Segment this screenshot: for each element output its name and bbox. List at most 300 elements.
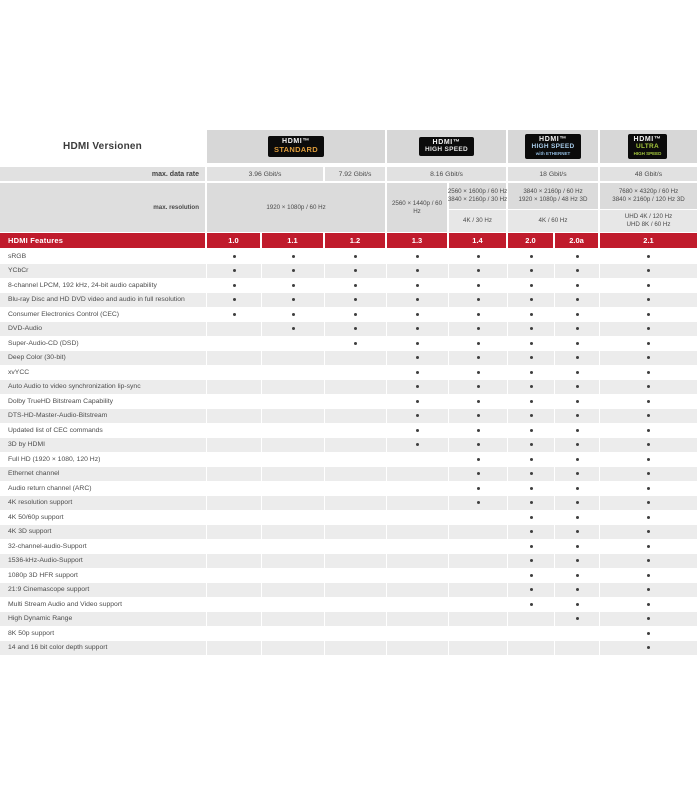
support-cell <box>387 438 449 453</box>
support-dot <box>576 356 579 359</box>
feature-label: Multi Stream Audio and Video support <box>0 597 207 612</box>
support-dot <box>576 487 579 490</box>
support-dot <box>647 400 650 403</box>
support-dot <box>530 400 533 403</box>
support-dot <box>477 255 480 258</box>
support-dot <box>477 356 480 359</box>
support-dot <box>530 269 533 272</box>
support-cell <box>600 612 697 627</box>
support-dot <box>416 255 419 258</box>
support-cell <box>508 467 555 482</box>
support-cell <box>262 467 325 482</box>
support-cell <box>508 496 555 511</box>
support-dot <box>477 269 480 272</box>
support-dot <box>576 472 579 475</box>
support-dot <box>647 487 650 490</box>
support-cell <box>449 336 508 351</box>
support-dot <box>576 458 579 461</box>
support-cell <box>600 481 697 496</box>
feature-row <box>0 394 697 409</box>
hdmi-ultra-high-speed-logo <box>628 134 668 159</box>
support-dot <box>647 574 650 577</box>
logo-slot-high-speed <box>387 130 508 163</box>
resolution-value: 1920 × 1080p / 60 Hz <box>207 183 387 232</box>
support-dot <box>477 298 480 301</box>
support-dot <box>647 617 650 620</box>
resolution-line: 3840 × 2160p / 30 Hz <box>447 196 508 203</box>
support-dot <box>233 255 236 258</box>
support-cell <box>449 641 508 656</box>
support-dot <box>530 487 533 490</box>
support-cell <box>508 249 555 264</box>
support-dot <box>477 501 480 504</box>
support-dot <box>576 617 579 620</box>
support-cell <box>508 438 555 453</box>
support-dot <box>530 255 533 258</box>
support-dot <box>530 603 533 606</box>
support-dot <box>530 342 533 345</box>
support-cell <box>449 525 508 540</box>
features-body <box>0 249 697 655</box>
feature-label: 3D by HDMI <box>0 438 207 453</box>
support-dot <box>292 269 295 272</box>
feature-row <box>0 307 697 322</box>
support-cell <box>262 641 325 656</box>
support-cell <box>449 351 508 366</box>
support-cell <box>508 554 555 569</box>
support-cell <box>449 467 508 482</box>
support-cell <box>555 438 600 453</box>
resolution-value: 4K / 60 Hz <box>508 210 600 232</box>
support-cell <box>207 568 262 583</box>
support-cell <box>555 510 600 525</box>
support-cell <box>508 322 555 337</box>
support-dot <box>576 574 579 577</box>
feature-row <box>0 365 697 380</box>
support-cell <box>508 612 555 627</box>
support-cell <box>449 380 508 395</box>
support-cell <box>207 626 262 641</box>
page-title: HDMI Versionen <box>63 141 142 152</box>
support-dot <box>354 327 357 330</box>
support-dot <box>233 298 236 301</box>
support-cell <box>325 351 387 366</box>
support-dot <box>647 632 650 635</box>
support-cell <box>508 307 555 322</box>
support-cell <box>449 539 508 554</box>
support-cell <box>325 423 387 438</box>
support-dot <box>576 284 579 287</box>
table-title-cell <box>0 130 207 163</box>
support-cell <box>262 249 325 264</box>
support-cell <box>600 278 697 293</box>
support-dot <box>530 313 533 316</box>
support-dot <box>647 327 650 330</box>
support-cell <box>325 278 387 293</box>
support-dot <box>477 400 480 403</box>
support-cell <box>262 626 325 641</box>
support-cell <box>449 394 508 409</box>
support-cell <box>508 423 555 438</box>
support-cell <box>387 423 449 438</box>
support-dot <box>576 501 579 504</box>
support-cell <box>600 293 697 308</box>
support-cell <box>325 467 387 482</box>
support-cell <box>555 249 600 264</box>
support-dot <box>576 588 579 591</box>
support-cell <box>207 597 262 612</box>
resolution-line: 3840 × 2160p / 120 Hz 3D <box>612 196 685 203</box>
support-cell <box>207 539 262 554</box>
support-cell <box>325 322 387 337</box>
support-cell <box>449 322 508 337</box>
support-dot <box>647 545 650 548</box>
ultra-label: ULTRA <box>635 143 660 150</box>
support-cell <box>449 496 508 511</box>
support-cell <box>508 394 555 409</box>
feature-label: High Dynamic Range <box>0 612 207 627</box>
support-cell <box>325 452 387 467</box>
support-cell <box>387 452 449 467</box>
support-cell <box>449 278 508 293</box>
support-cell <box>325 626 387 641</box>
support-dot <box>576 385 579 388</box>
support-dot <box>477 472 480 475</box>
logo-band <box>207 130 697 163</box>
support-dot <box>477 487 480 490</box>
data-rate-value: 8.16 Gbit/s <box>387 167 508 181</box>
support-cell <box>262 554 325 569</box>
logo-slot-ultra-high-speed <box>600 130 695 163</box>
support-cell <box>207 307 262 322</box>
support-dot <box>292 255 295 258</box>
support-dot <box>647 501 650 504</box>
support-cell <box>555 278 600 293</box>
feature-row <box>0 322 697 337</box>
feature-row <box>0 423 697 438</box>
support-cell <box>555 423 600 438</box>
support-cell <box>262 597 325 612</box>
support-cell <box>508 380 555 395</box>
resolution-value <box>600 210 697 232</box>
support-cell <box>207 423 262 438</box>
support-dot <box>354 313 357 316</box>
support-dot <box>292 313 295 316</box>
support-dot <box>477 284 480 287</box>
version-header-1.2: 1.2 <box>325 233 387 248</box>
support-cell <box>387 626 449 641</box>
support-cell <box>508 626 555 641</box>
resolution-value <box>449 183 508 209</box>
support-dot <box>647 429 650 432</box>
support-cell <box>508 264 555 279</box>
support-dot <box>477 458 480 461</box>
support-cell <box>600 249 697 264</box>
support-cell <box>207 510 262 525</box>
support-cell <box>325 525 387 540</box>
support-cell <box>325 249 387 264</box>
support-cell <box>207 249 262 264</box>
support-cell <box>207 278 262 293</box>
support-cell <box>387 394 449 409</box>
support-dot <box>530 298 533 301</box>
feature-label: 21:9 Cinemascope support <box>0 583 207 598</box>
support-dot <box>576 559 579 562</box>
support-cell <box>555 496 600 511</box>
support-cell <box>508 597 555 612</box>
feature-row <box>0 438 697 453</box>
support-cell <box>387 249 449 264</box>
support-cell <box>600 380 697 395</box>
support-cell <box>555 626 600 641</box>
hdmi-wordmark: HDMI™ <box>282 138 310 146</box>
support-cell <box>449 481 508 496</box>
logo-slot-high-speed-ethernet <box>508 130 600 163</box>
support-dot <box>576 298 579 301</box>
support-dot <box>530 472 533 475</box>
support-cell <box>600 409 697 424</box>
resolution-value: 4K / 30 Hz <box>449 210 508 232</box>
support-cell <box>207 322 262 337</box>
support-dot <box>647 298 650 301</box>
version-header-1.4: 1.4 <box>449 233 508 248</box>
feature-row <box>0 336 697 351</box>
feature-label: 1536-kHz-Audio-Support <box>0 554 207 569</box>
support-cell <box>387 597 449 612</box>
support-dot <box>530 516 533 519</box>
feature-label: Dolby TrueHD Bitstream Capability <box>0 394 207 409</box>
support-dot <box>647 472 650 475</box>
support-cell <box>262 365 325 380</box>
support-dot <box>530 530 533 533</box>
support-cell <box>262 264 325 279</box>
feature-label: 4K 50/60p support <box>0 510 207 525</box>
support-cell <box>449 554 508 569</box>
support-dot <box>354 255 357 258</box>
support-cell <box>262 496 325 511</box>
support-cell <box>600 641 697 656</box>
support-cell <box>555 597 600 612</box>
support-dot <box>530 385 533 388</box>
support-cell <box>555 641 600 656</box>
hdmi-wordmark: HDMI™ <box>633 136 662 143</box>
support-cell <box>508 409 555 424</box>
support-cell <box>262 351 325 366</box>
feature-row <box>0 293 697 308</box>
hdmi-wordmark: HDMI™ <box>539 136 567 143</box>
support-cell <box>600 597 697 612</box>
support-cell <box>600 539 697 554</box>
support-cell <box>325 510 387 525</box>
support-dot <box>416 356 419 359</box>
support-cell <box>325 409 387 424</box>
feature-row <box>0 351 697 366</box>
support-cell <box>325 380 387 395</box>
support-cell <box>555 322 600 337</box>
support-cell <box>449 510 508 525</box>
feature-row <box>0 278 697 293</box>
support-cell <box>555 525 600 540</box>
support-cell <box>449 423 508 438</box>
support-cell <box>600 525 697 540</box>
support-cell <box>600 568 697 583</box>
support-cell <box>262 539 325 554</box>
support-cell <box>600 438 697 453</box>
support-cell <box>262 583 325 598</box>
support-cell <box>555 365 600 380</box>
support-cell <box>207 467 262 482</box>
support-dot <box>530 501 533 504</box>
support-dot <box>292 298 295 301</box>
support-dot <box>416 429 419 432</box>
support-dot <box>416 385 419 388</box>
feature-row <box>0 452 697 467</box>
support-cell <box>600 452 697 467</box>
support-dot <box>354 298 357 301</box>
support-cell <box>600 307 697 322</box>
support-dot <box>647 371 650 374</box>
support-cell <box>262 452 325 467</box>
support-cell <box>207 438 262 453</box>
support-dot <box>530 559 533 562</box>
feature-label: Blu-ray Disc and HD DVD video and audio in full resolution <box>0 293 207 308</box>
support-dot <box>576 530 579 533</box>
feature-label: DVD-Audio <box>0 322 207 337</box>
support-cell <box>449 612 508 627</box>
feature-label: 8-channel LPCM, 192 kHz, 24-bit audio capability <box>0 278 207 293</box>
support-cell <box>325 641 387 656</box>
support-cell <box>555 568 600 583</box>
support-cell <box>600 394 697 409</box>
support-cell <box>449 307 508 322</box>
support-dot <box>647 255 650 258</box>
support-dot <box>233 284 236 287</box>
support-dot <box>530 371 533 374</box>
feature-label: 8K 50p support <box>0 626 207 641</box>
support-dot <box>477 443 480 446</box>
resolution-line: 7680 × 4320p / 60 Hz <box>618 188 679 195</box>
support-cell <box>508 481 555 496</box>
support-dot <box>576 443 579 446</box>
support-cell <box>387 481 449 496</box>
feature-label: 4K resolution support <box>0 496 207 511</box>
support-dot <box>416 327 419 330</box>
resolution-value <box>600 183 697 209</box>
support-cell <box>387 409 449 424</box>
support-dot <box>576 313 579 316</box>
support-cell <box>555 612 600 627</box>
feature-label: DTS-HD-Master-Audio-Bitstream <box>0 409 207 424</box>
support-cell <box>555 380 600 395</box>
feature-row <box>0 641 697 656</box>
support-cell <box>555 336 600 351</box>
features-header-label: HDMI Features <box>0 233 207 248</box>
support-cell <box>262 307 325 322</box>
support-cell <box>387 293 449 308</box>
feature-row <box>0 481 697 496</box>
feature-label: Deep Color (30-bit) <box>0 351 207 366</box>
support-cell <box>600 496 697 511</box>
support-dot <box>647 269 650 272</box>
support-cell <box>387 278 449 293</box>
support-cell <box>207 452 262 467</box>
support-cell <box>449 452 508 467</box>
support-cell <box>207 612 262 627</box>
resolution-label: max. resolution <box>0 183 207 232</box>
support-dot <box>576 371 579 374</box>
ultra-high-speed-label: HIGH SPEED <box>633 150 662 156</box>
support-dot <box>576 269 579 272</box>
support-cell <box>387 612 449 627</box>
support-dot <box>477 385 480 388</box>
support-cell <box>508 452 555 467</box>
support-dot <box>647 284 650 287</box>
feature-row <box>0 583 697 598</box>
support-dot <box>530 284 533 287</box>
support-cell <box>325 583 387 598</box>
support-dot <box>647 603 650 606</box>
support-cell <box>262 438 325 453</box>
support-dot <box>647 342 650 345</box>
support-dot <box>647 458 650 461</box>
feature-label: Auto Audio to video synchronization lip-sync <box>0 380 207 395</box>
support-cell <box>600 467 697 482</box>
resolution-value: 2560 × 1440p / 60 Hz <box>387 183 449 232</box>
support-cell <box>387 336 449 351</box>
feature-row <box>0 525 697 540</box>
version-header-1.0: 1.0 <box>207 233 262 248</box>
support-cell <box>508 365 555 380</box>
support-cell <box>207 336 262 351</box>
support-cell <box>325 336 387 351</box>
support-cell <box>387 510 449 525</box>
feature-row <box>0 249 697 264</box>
support-dot <box>416 400 419 403</box>
data-rate-value: 48 Gbit/s <box>600 167 697 181</box>
resolution-line: 1920 × 1080p / 48 Hz 3D <box>518 196 588 203</box>
support-cell <box>262 423 325 438</box>
support-cell <box>387 264 449 279</box>
support-cell <box>387 351 449 366</box>
feature-row <box>0 612 697 627</box>
resolution-line: 2560 × 1600p / 60 Hz <box>447 188 508 195</box>
feature-row <box>0 626 697 641</box>
support-cell <box>555 467 600 482</box>
support-cell <box>262 336 325 351</box>
version-header-1.3: 1.3 <box>387 233 449 248</box>
support-cell <box>207 394 262 409</box>
support-cell <box>262 293 325 308</box>
support-dot <box>530 588 533 591</box>
support-cell <box>555 409 600 424</box>
support-cell <box>555 307 600 322</box>
support-dot <box>530 545 533 548</box>
feature-row <box>0 380 697 395</box>
logo-slot-standard <box>207 130 387 163</box>
support-cell <box>508 351 555 366</box>
support-cell <box>600 510 697 525</box>
support-cell <box>508 583 555 598</box>
feature-row <box>0 554 697 569</box>
support-dot <box>576 255 579 258</box>
support-cell <box>387 583 449 598</box>
support-cell <box>387 365 449 380</box>
version-header-2.1: 2.1 <box>600 233 697 248</box>
support-dot <box>416 284 419 287</box>
support-cell <box>325 539 387 554</box>
support-cell <box>600 365 697 380</box>
support-cell <box>325 438 387 453</box>
